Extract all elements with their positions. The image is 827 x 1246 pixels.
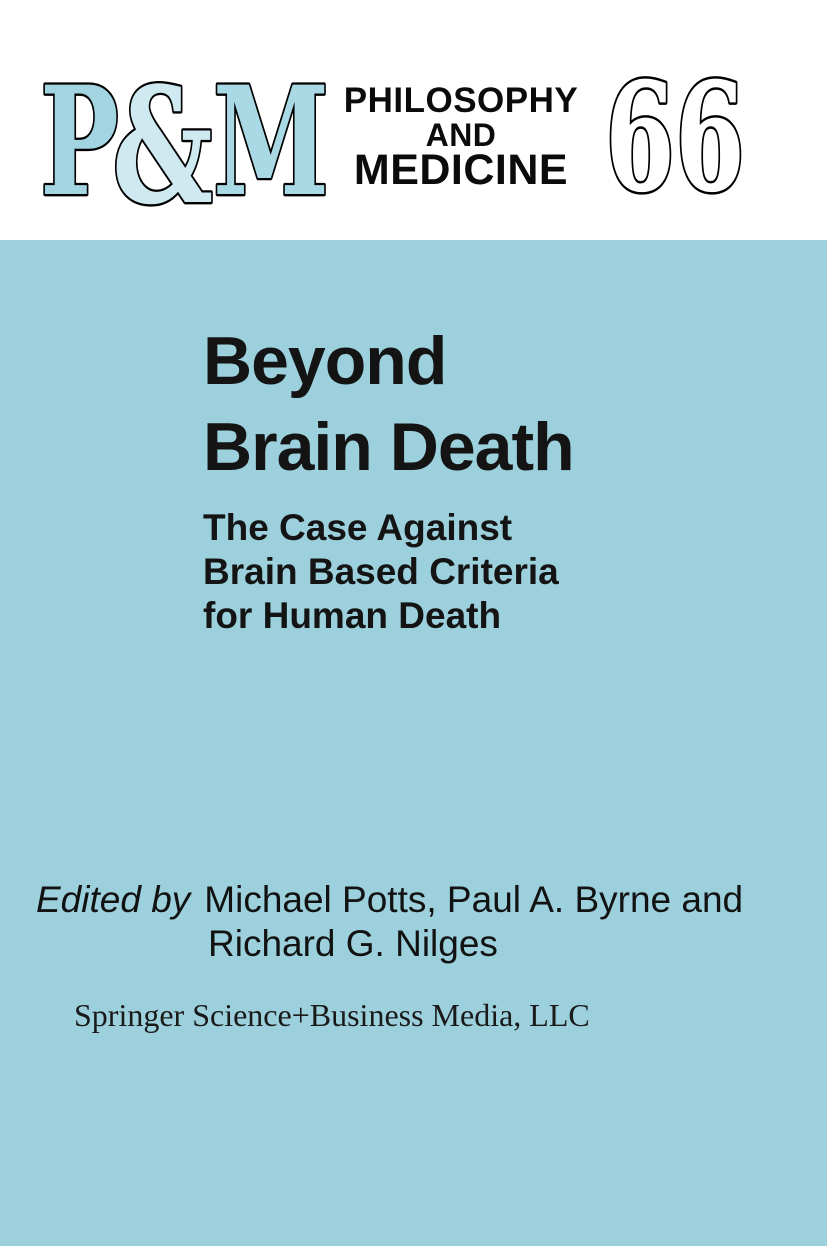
logo-letter-m: M	[212, 52, 330, 230]
editor-names-line-1: Michael Potts, Paul A. Byrne and	[204, 879, 744, 920]
series-name-line-1: PHILOSOPHY	[343, 81, 579, 120]
series-name-line-3: MEDICINE	[353, 146, 569, 194]
series-logo-pm	[40, 51, 340, 241]
series-name	[315, 81, 607, 194]
edited-by-line	[36, 880, 743, 920]
series-name-line-2: AND	[425, 117, 497, 153]
book-title	[203, 318, 574, 490]
series-volume-number-text: 66	[605, 50, 745, 226]
series-volume-number	[598, 50, 758, 226]
title-line-1: Beyond	[203, 323, 447, 399]
subtitle-line-2: Brain Based Criteria	[203, 551, 559, 592]
logo-letter-ampersand: &	[112, 51, 214, 241]
subtitle-line-1: The Case Against	[203, 507, 513, 548]
subtitle-line-3: for Human Death	[203, 595, 502, 636]
logo-letter-p: P	[40, 52, 119, 230]
publisher-imprint: Springer Science+Business Media, LLC	[74, 997, 590, 1033]
edited-by-label: Edited by	[36, 879, 191, 920]
book-subtitle	[203, 506, 559, 638]
editor-names-line-2: Richard G. Nilges	[208, 923, 498, 964]
title-line-2: Brain Death	[203, 409, 574, 485]
